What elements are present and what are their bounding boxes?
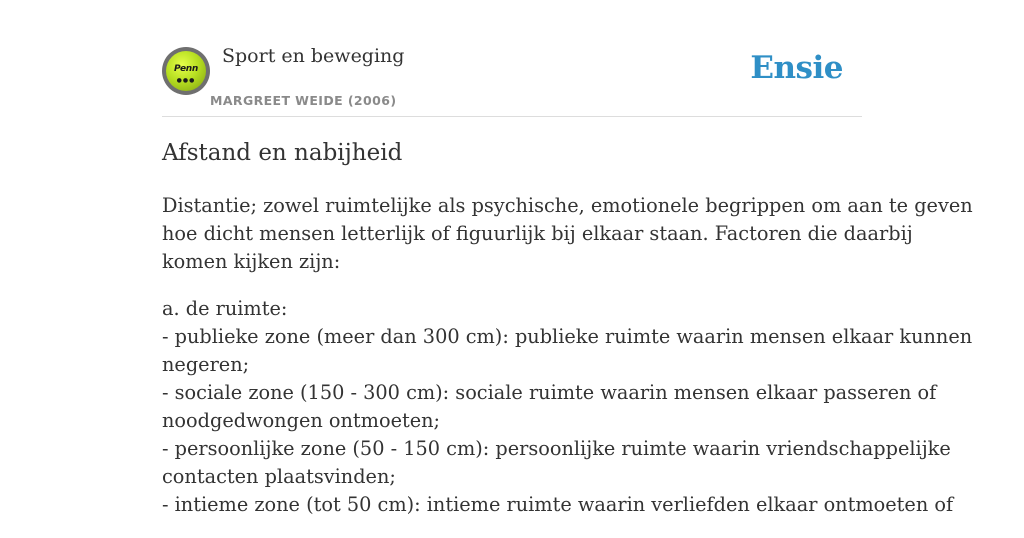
list-line: - intieme zone (tot 50 cm): intieme ruimte waarin verliefden elkaar ontmoeten of [162, 493, 954, 516]
page-content [162, 0, 973, 516]
category-link[interactable]: Sport en beweging [222, 45, 405, 67]
list-line: a. de ruimte: [162, 297, 288, 320]
list-line: - sociale zone (150 - 300 cm): sociale ruimte waarin mensen elkaar passeren of [162, 381, 937, 404]
avatar[interactable] [162, 47, 210, 95]
ball-dots: ●●● [176, 77, 196, 84]
ball-brand-text: Penn [173, 64, 199, 74]
list-line: negeren; [162, 353, 250, 376]
brand-logo[interactable]: Ensie [750, 50, 843, 86]
list-line: noodgedwongen ontmoeten; [162, 409, 441, 432]
intro-line: Distantie; zowel ruimtelijke als psychische, emotionele begrippen om aan te geven [162, 194, 973, 217]
list-line: - persoonlijke zone (50 - 150 cm): persoonlijke ruimte waarin vriendschappelijke [162, 437, 951, 460]
intro-line: komen kijken zijn: [162, 250, 341, 273]
list-line: contacten plaatsvinden; [162, 465, 396, 488]
header [162, 0, 862, 117]
article-title: Afstand en nabijheid [162, 140, 403, 166]
author-label[interactable]: MARGREET WEIDE (2006) [210, 93, 397, 108]
intro-line: hoe dicht mensen letterlijk of figuurlijk bij elkaar staan. Factoren die daarbij [162, 222, 913, 245]
intro-paragraph [162, 192, 973, 276]
list-line: - publieke zone (meer dan 300 cm): publieke ruimte waarin mensen elkaar kunnen [162, 325, 973, 348]
article-body [162, 192, 973, 538]
tennis-ball-icon [166, 51, 206, 91]
list-paragraph [162, 295, 973, 519]
